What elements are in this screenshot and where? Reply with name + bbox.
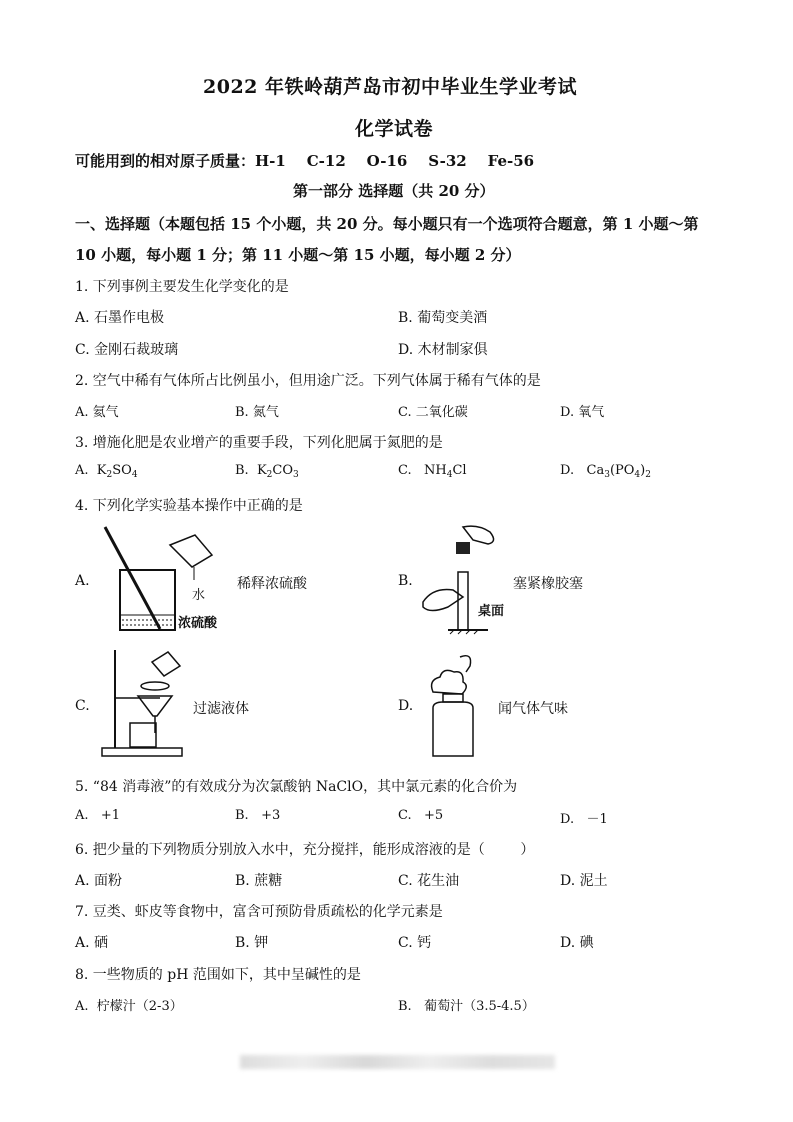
question-5-option-c[interactable]: C. +5 <box>398 808 444 823</box>
question-3-option-b[interactable]: B. $K_2CO_3$ <box>235 463 299 480</box>
question-3-stem: 3. 增施化肥是农业增产的重要手段，下列化肥属于氮肥的是 <box>75 435 443 451</box>
atomic-mass-line: 可能用到的相对原子质量：H-1 C-12 O-16 S-32 Fe-56 <box>75 152 535 170</box>
part-heading: 第一部分 选择题（共 20 分） <box>293 182 495 200</box>
question-7-option-c[interactable]: C. 钙 <box>398 935 432 951</box>
exam-title: 2022 年铁岭葫芦岛市初中毕业生学业考试 <box>203 76 577 98</box>
filter-diagram <box>100 648 190 760</box>
section-instruction-1: 一、选择题（本题包括 15 个小题，共 20 分。每小题只有一个选项符合题意，第 1 小题～第 <box>75 215 699 233</box>
question-4-stem: 4. 下列化学实验基本操作中正确的是 <box>75 498 303 514</box>
question-8-option-b[interactable]: B. 葡萄汁（3.5-4.5） <box>398 999 535 1014</box>
question-6-option-c[interactable]: C. 花生油 <box>398 873 460 889</box>
question-6-option-a[interactable]: A. 面粉 <box>75 873 123 889</box>
question-1-option-c[interactable]: C. 金刚石裁玻璃 <box>75 342 179 358</box>
option-letter: D. <box>560 463 575 478</box>
option-letter: C. <box>398 463 412 478</box>
option-letter: A. <box>75 463 89 478</box>
question-7-option-d[interactable]: D. 碘 <box>560 935 594 951</box>
table-label: 桌面 <box>478 604 505 619</box>
water-label: 水 <box>192 588 206 603</box>
question-4-option-b-text: 塞紧橡胶塞 <box>513 576 583 592</box>
question-2-option-c[interactable]: C. 二氧化碳 <box>398 405 468 420</box>
question-1-option-b[interactable]: B. 葡萄变美酒 <box>398 310 488 326</box>
smell-gas-diagram <box>418 652 493 760</box>
question-1-option-a[interactable]: A. 石墨作电极 <box>75 310 165 326</box>
question-6-option-d[interactable]: D. 泥土 <box>560 873 608 889</box>
question-3-option-c[interactable]: C. $NH_4Cl$ <box>398 463 467 480</box>
question-5-option-b[interactable]: B. +3 <box>235 808 281 823</box>
question-6-stem: 6. 把少量的下列物质分别放入水中，充分搅拌，能形成溶液的是（ ） <box>75 842 535 858</box>
question-6-option-b[interactable]: B. 蔗糖 <box>235 873 283 889</box>
stopper-diagram <box>418 522 508 637</box>
acid-label: 浓硫酸 <box>178 616 218 631</box>
question-5-option-a[interactable]: A. +1 <box>75 808 121 823</box>
question-2-stem: 2. 空气中稀有气体所占比例虽小，但用途广泛。下列气体属于稀有气体的是 <box>75 373 541 389</box>
question-4-option-a[interactable]: A. <box>75 573 90 589</box>
question-2-option-b[interactable]: B. 氮气 <box>235 405 279 420</box>
question-5-option-d[interactable]: D. －1 <box>560 812 608 827</box>
question-3-option-d[interactable]: D. $Ca_3(PO_4)_2$ <box>560 463 651 480</box>
question-8-stem: 8. 一些物质的 pH 范围如下，其中呈碱性的是 <box>75 967 361 983</box>
question-2-option-a[interactable]: A. 氦气 <box>75 405 119 420</box>
question-4-option-b[interactable]: B. <box>398 573 413 589</box>
question-4-option-d-text: 闻气体气味 <box>498 701 568 717</box>
question-8-option-a[interactable]: A. 柠檬汁（2-3） <box>75 999 183 1014</box>
question-7-option-a[interactable]: A. 硒 <box>75 935 109 951</box>
question-4-option-c[interactable]: C. <box>75 698 90 714</box>
question-1-stem: 1. 下列事例主要发生化学变化的是 <box>75 279 289 295</box>
section-instruction-2: 10 小题，每小题 1 分；第 11 小题～第 15 小题，每小题 2 分） <box>75 246 521 264</box>
option-letter: B. <box>235 463 249 478</box>
question-4-option-c-text: 过滤液体 <box>193 701 249 717</box>
question-2-option-d[interactable]: D. 氧气 <box>560 405 605 420</box>
question-4-option-d[interactable]: D. <box>398 698 414 714</box>
question-5-stem: 5. “84 消毒液”的有效成分为次氯酸钠 NaClO，其中氯元素的化合价为 <box>75 779 518 795</box>
paper-subtitle: 化学试卷 <box>355 118 434 140</box>
question-4-option-a-text: 稀释浓硫酸 <box>237 576 307 592</box>
question-3-option-a[interactable]: A. $K_2SO_4$ <box>75 463 138 480</box>
question-7-stem: 7. 豆类、虾皮等食物中，富含可预防骨质疏松的化学元素是 <box>75 904 443 920</box>
question-7-option-b[interactable]: B. 钾 <box>235 935 269 951</box>
blurred-footer <box>240 1055 555 1069</box>
question-1-option-d[interactable]: D. 木材制家俱 <box>398 342 488 358</box>
